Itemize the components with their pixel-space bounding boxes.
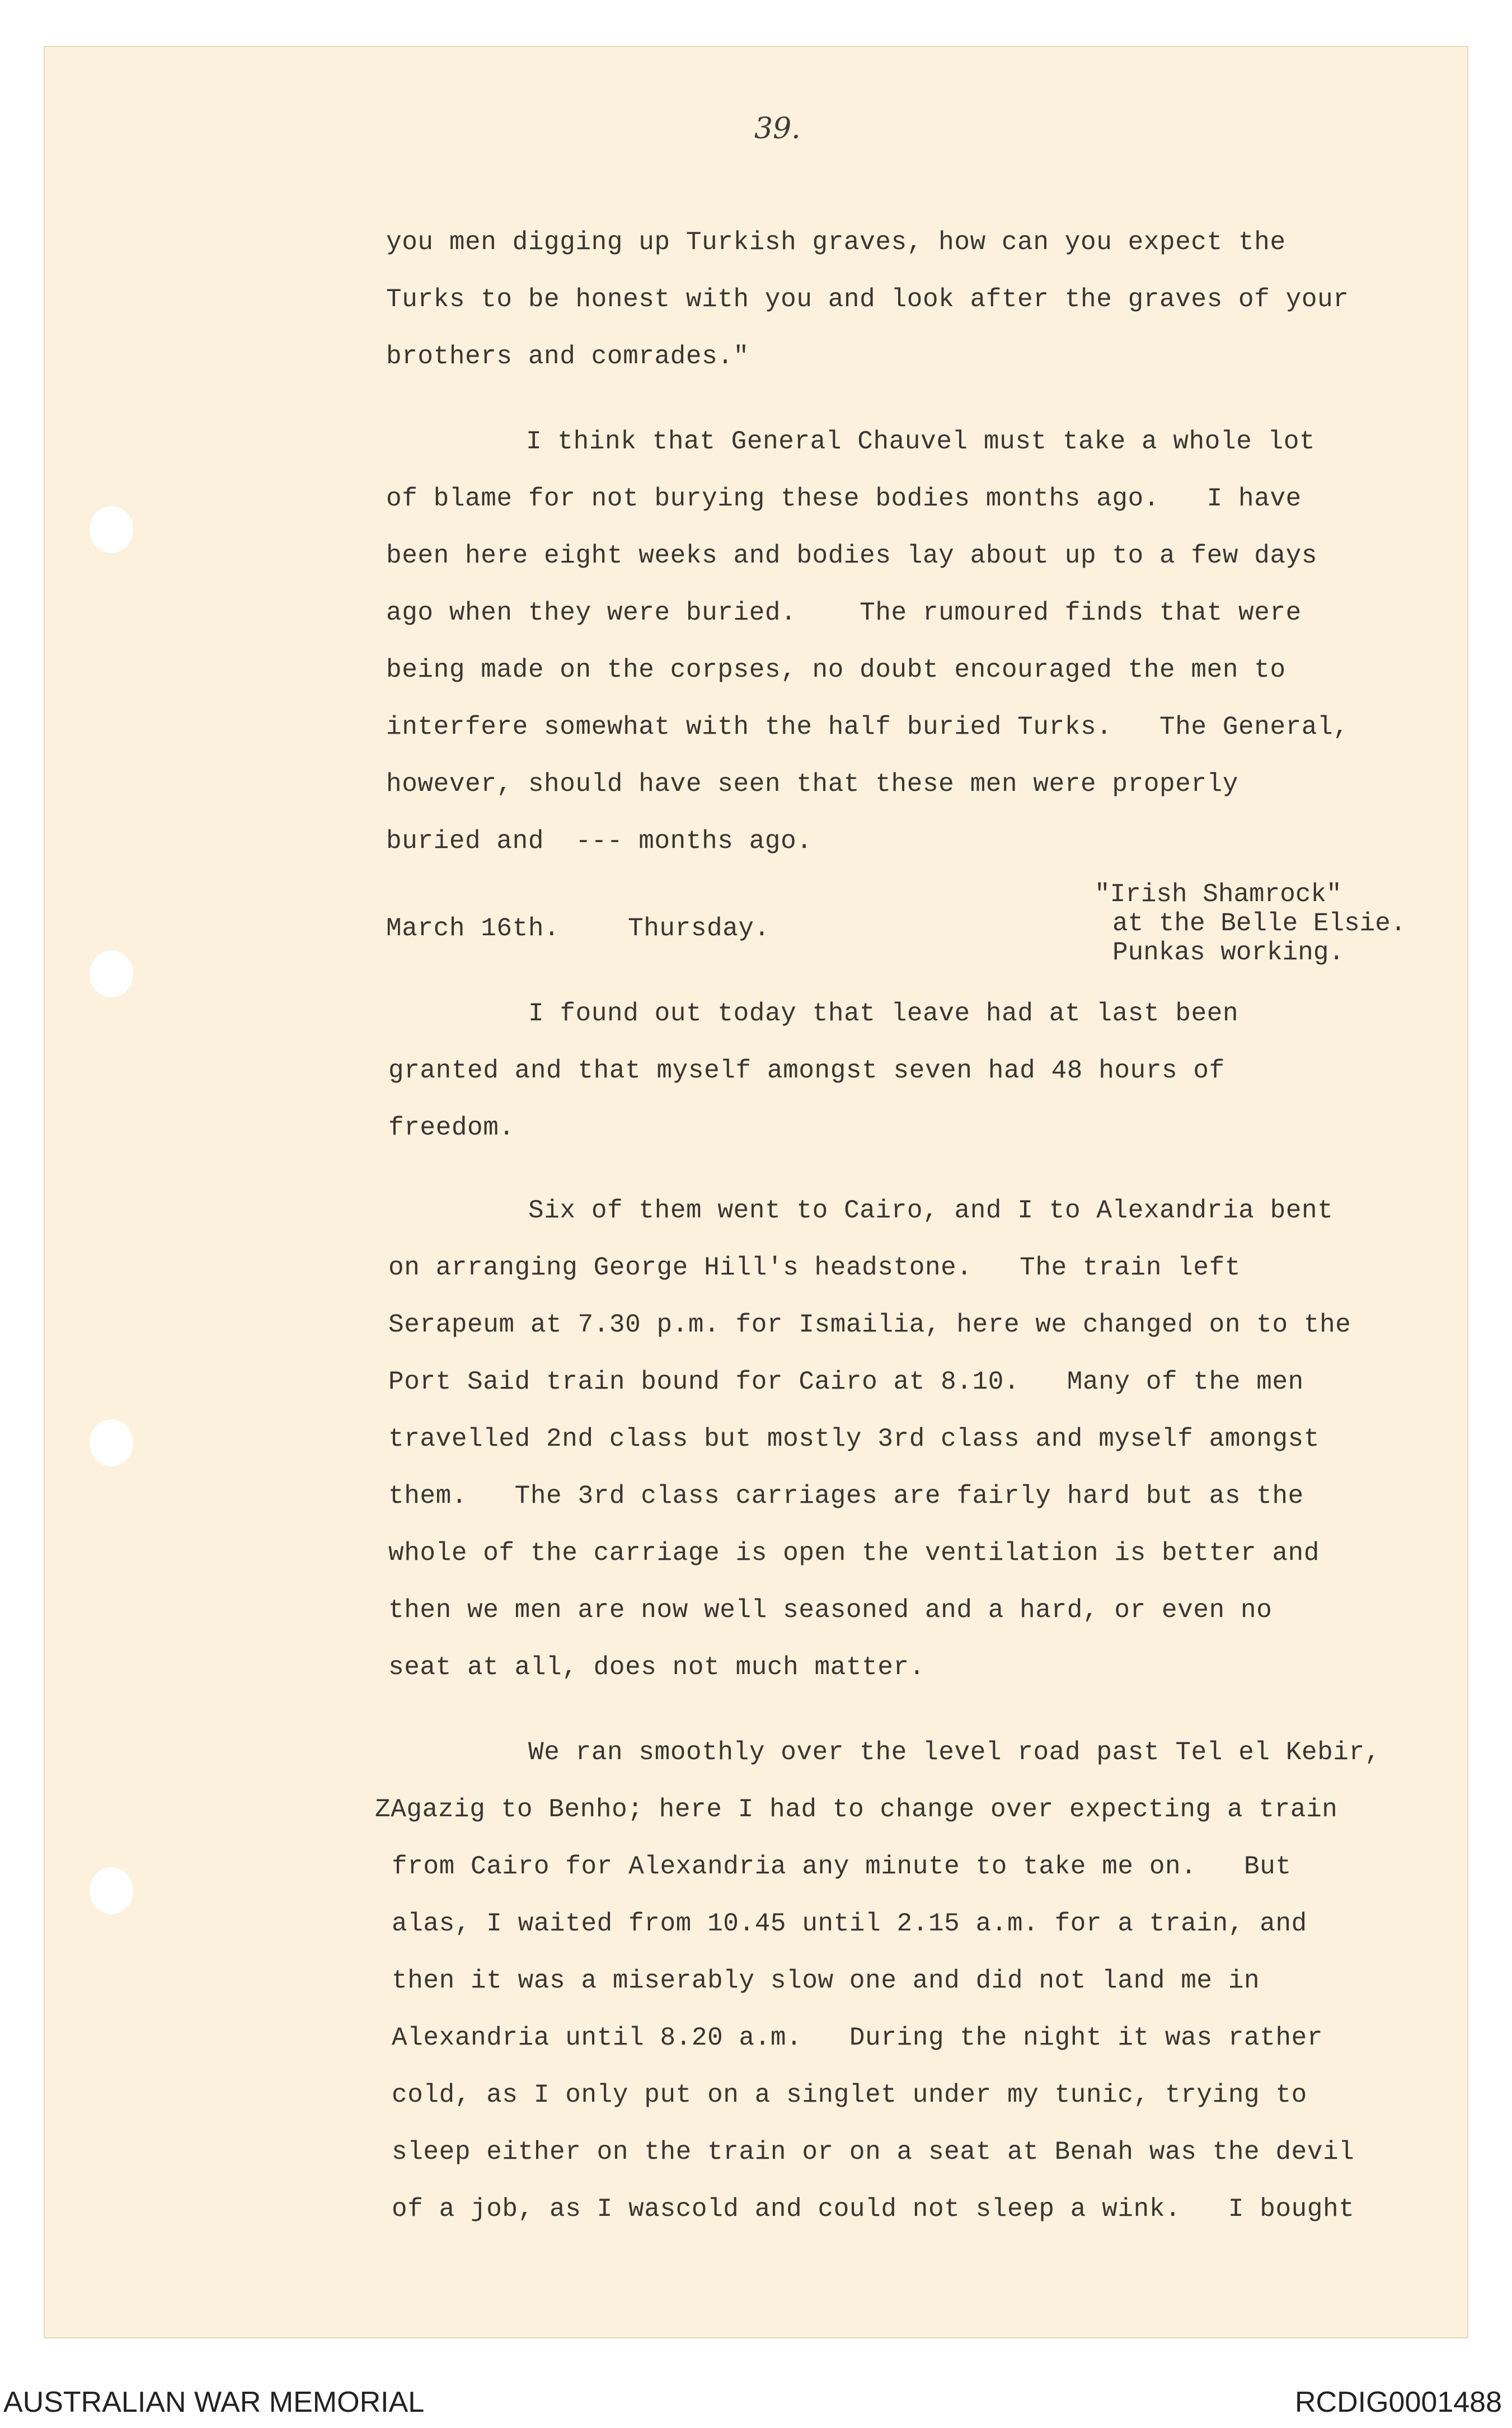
text-line: granted and that myself amongst seven had 48 hours of [388, 1056, 1225, 1085]
text-line: alas, I waited from 10.45 until 2.15 a.m. for a train, and [392, 1909, 1307, 1938]
text-line: of a job, as I wascold and could not sleep a wink. I bought [392, 2195, 1355, 2224]
punch-hole [90, 1419, 133, 1466]
text-line: seat at all, does not much matter. [388, 1653, 925, 1682]
text-line: travelled 2nd class but mostly 3rd class and myself amongst [388, 1424, 1320, 1454]
text-line: Serapeum at 7.30 p.m. for Ismailia, here we changed on to the [388, 1310, 1351, 1339]
text-line: Turks to be honest with you and look after the graves of your [386, 285, 1349, 314]
entry-location-line: at the Belle Elsie. [1112, 909, 1406, 938]
punch-hole [90, 506, 133, 553]
text-line: sleep either on the train or on a seat at Benah was the devil [392, 2138, 1355, 2167]
text-line: you men digging up Turkish graves, how can you expect the [386, 228, 1286, 257]
text-line: Six of them went to Cairo, and I to Alexandria bent [528, 1196, 1333, 1225]
footer-record-id: RCDIG0001488 [1295, 2386, 1502, 2418]
text-line: interfere somewhat with the half buried Turks. The General, [386, 713, 1349, 742]
text-line: on arranging George Hill's headstone. The train left [388, 1253, 1241, 1282]
entry-location-line: Punkas working. [1112, 938, 1345, 967]
entry-day: Thursday. [628, 914, 770, 943]
text-line: brothers and comrades." [386, 342, 749, 371]
text-line: however, should have seen that these men were properly [386, 770, 1239, 799]
text-line: whole of the carriage is open the ventilation is better and [388, 1539, 1320, 1568]
text-line: buried and --- months ago. [386, 827, 813, 856]
text-line: Alexandria until 8.20 a.m. During the night it was rather [392, 2023, 1323, 2052]
text-line: Port Said train bound for Cairo at 8.10. Many of the men [388, 1367, 1304, 1396]
text-line: of blame for not burying these bodies months ago. I have [386, 484, 1302, 513]
text-line: ago when they were buried. The rumoured finds that were [386, 598, 1302, 627]
text-line: then we men are now well seasoned and a hard, or even no [388, 1596, 1272, 1625]
page-number: 39. [754, 112, 801, 146]
footer-institution: AUSTRALIAN WAR MEMORIAL [3, 2386, 425, 2418]
text-line: I found out today that leave had at last been [528, 999, 1239, 1028]
text-line: being made on the corpses, no doubt encouraged the men to [386, 655, 1286, 685]
punch-hole [90, 1867, 133, 1914]
text-line: We ran smoothly over the level road past Tel el Kebir, [528, 1738, 1381, 1767]
text-line: them. The 3rd class carriages are fairly hard but as the [388, 1482, 1304, 1511]
entry-date: March 16th. [386, 914, 560, 943]
entry-location-line: "Irish Shamrock" [1095, 880, 1342, 909]
text-line: been here eight weeks and bodies lay about up to a few days [386, 541, 1318, 570]
text-line: I think that General Chauvel must take a whole lot [526, 427, 1316, 456]
text-line: freedom. [388, 1113, 515, 1142]
text-line: then it was a miserably slow one and did not land me in [392, 1966, 1260, 1995]
text-line: cold, as I only put on a singlet under my tunic, trying to [392, 2080, 1307, 2110]
text-line: ZAgazig to Benho; here I had to change over expecting a train [375, 1795, 1338, 1824]
punch-hole [90, 950, 133, 997]
text-line: from Cairo for Alexandria any minute to take me on. But [392, 1852, 1292, 1881]
